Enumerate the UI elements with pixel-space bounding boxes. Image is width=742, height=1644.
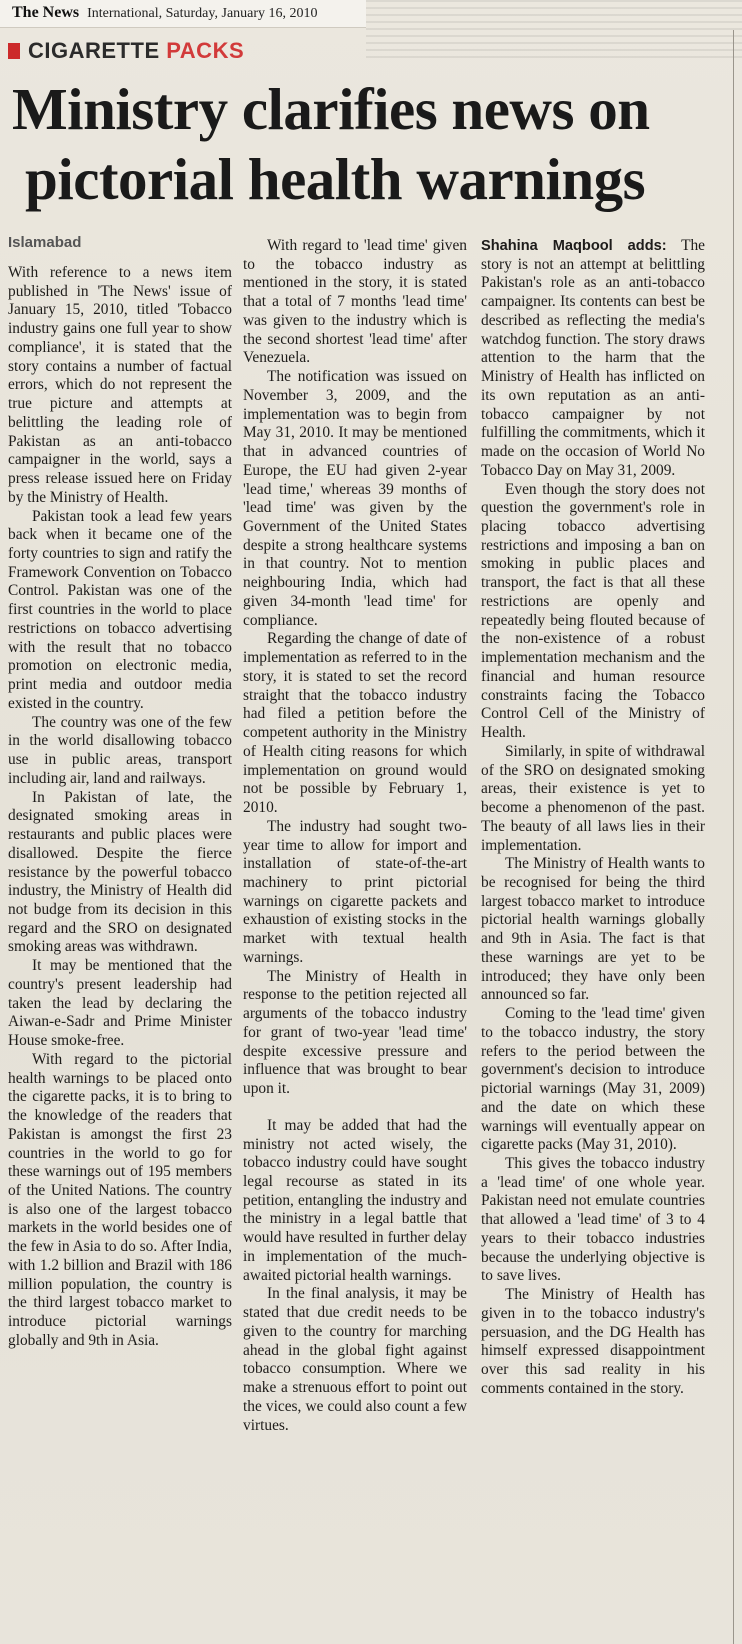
paragraph: Pakistan took a lead few years back when it became one of the forty countries to sign and ratify the Framework Convention on Tobacco Control. Pakistan was one of the first countries in the world to place restrictions on tobacco advertising with the result that no tobacco promotion on electronic media, print media and outdoor media existed in the country. xyxy=(8,507,232,712)
paragraph: The country was one of the few in the world disallowing tobacco use in public areas, transport including air, land and railways. xyxy=(8,713,232,787)
column-rule xyxy=(733,30,734,1644)
paragraph xyxy=(481,237,705,481)
section-kicker xyxy=(8,38,244,64)
paragraph: The Ministry of Health in response to the petition rejected all arguments of the tobacco industry for grant of two-year 'lead time' despite excessive pressure and influence that was brought to bear upon it. xyxy=(243,967,467,1098)
paragraph: The Ministry of Health wants to be recognised for being the third largest tobacco market to introduce pictorial health warnings globally and 9th in Asia. The fact is that these warnings are yet to be introduced; they have only been announced so far. xyxy=(481,855,705,1004)
adjacent-clipping-bleed xyxy=(366,0,742,60)
article-column-3 xyxy=(481,237,705,1399)
paragraph: Even though the story does not question the government's role in placing tobacco advertising restrictions and imposing a ban on smoking in public places and transport, the fact is that all these restrictions are openly and repeatedly being flouted because of the non-existence of a robust implementation mechanism and the financial and human resource constraints facing the Tobacco Control Cell of the Ministry of Health. xyxy=(481,480,705,742)
paragraph: With regard to 'lead time' given to the tobacco industry as mentioned in the story, it is stated that a total of 7 months 'lead time' was given to the industry which is the second shortest 'lead time' after Venezuela. xyxy=(243,237,467,367)
red-square-icon xyxy=(8,43,20,59)
byline: Shahina Maqbool adds: xyxy=(481,238,667,254)
paragraph: It may be added that had the ministry not acted wisely, the tobacco industry could have sought legal recourse as stated in its petition, entangling the industry and the ministry in a legal battle that would have resulted in further delay in implementation of the much-awaited pictorial health warnings. xyxy=(243,1116,467,1284)
paragraph: Coming to the 'lead time' given to the tobacco industry, the story refers to the period between the government's decision to introduce pictorial warnings (May 31, 2009) and the date on which these warnings will eventually appear on cigarette packs (May 31, 2010). xyxy=(481,1005,705,1154)
paragraph: Regarding the change of date of implementation as referred to in the story, it is stated to set the record straight that the tobacco industry had filed a petition before the competent authority in the Ministry of Health citing reasons for which implementation on ground would not be possible by February 1, 2010. xyxy=(243,630,467,817)
paragraph: In the final analysis, it may be stated that due credit needs to be given to the country for marching ahead in the global fight against tobacco consumption. Where we make a strenuous effort to point out the vices, we could also count a few virtues. xyxy=(243,1285,467,1434)
paragraph: Similarly, in spite of withdrawal of the SRO on designated smoking areas, their existence is yet to become a phenomenon of the past. The beauty of all laws lies in their implementation. xyxy=(481,742,705,854)
headline xyxy=(12,74,732,214)
paragraph: It may be mentioned that the country's present leadership had taken the lead by declaring the Aiwan-e-Sadr and Prime Minister House smoke-free. xyxy=(8,957,232,1050)
headline-line-1: Ministry clarifies news on xyxy=(12,76,650,142)
masthead xyxy=(0,0,366,28)
paragraph: With reference to a news item published in 'The News' issue of January 15, 2010, titled 'Tobacco industry gains one full year to show compliance', it is stated that the story contains a number of factual errors, which do not represent the true picture and attempts at belittling the leading role of Pakistan as an anti-tobacco campaigner in the world, says a press release issued here on Friday by the Ministry of Health. xyxy=(8,264,232,506)
kicker-word-1: CIGARETTE xyxy=(28,38,160,63)
edition-dateline: International, Saturday, January 16, 2010 xyxy=(87,6,318,21)
paragraph: The notification was issued on November 3, 2009, and the implementation was to begin from May 31, 2010. It may be mentioned that in advanced countries of Europe, the EU had given 2-year 'lead time,' whereas 39 months of 'lead time' was given by the Government of the United States despite a strong healthcare systems in that country. Not to mention neighbouring India, which had given 34-month 'lead time' for compliance. xyxy=(243,368,467,629)
article-column-2 xyxy=(243,237,467,1435)
paragraph: This gives the tobacco industry a 'lead time' of one whole year. Pakistan need not emulate countries that allowed a 'lead time' of 3 to 4 years to their tobacco industries because the underlying objective is to save lives. xyxy=(481,1154,705,1285)
byline-lead-text: The story is not an attempt at belittling Pakistan's role as an anti-tobacco campaigner. Its contents can best be described as reflecting the media's watchdog function. The story draws attention to the harm that the Ministry of Health has inflicted on its own reputation as an anti-tobacco campaigner by not fulfilling the commitments, which it made on the occasion of World No Tobacco Day on May 31, 2009. xyxy=(481,237,705,479)
paragraph: The industry had sought two-year time to allow for import and installation of state-of-the-art machinery to print pictorial warnings on cigarette packets and exhaustion of existing stocks in the market with textual health warnings. xyxy=(243,817,467,966)
article-column-1 xyxy=(8,264,232,1351)
newspaper-name: The News xyxy=(12,4,80,21)
dateline-city: Islamabad xyxy=(8,234,82,251)
paragraph: The Ministry of Health has given in to the tobacco industry's persuasion, and the DG Health has himself expressed disappointment over this sad reality in his comments contained in the story. xyxy=(481,1286,705,1397)
paragraph: In Pakistan of late, the designated smoking areas in restaurants and public places were disallowed. Despite the fierce resistance by the powerful tobacco industry, the Ministry of Health did not budge from its decision in this regard and the SRO on designated smoking areas was withdrawn. xyxy=(8,788,232,956)
headline-line-2: pictorial health warnings xyxy=(25,146,646,212)
kicker-word-2: PACKS xyxy=(166,38,245,63)
paragraph: With regard to the pictorial health warnings to be placed onto the cigarette packs, it is to bring to the knowledge of the readers that Pakistan is amongst the first 23 countries in the world to go for these warnings out of 195 members of the United Nations. The country is also one of the largest tobacco markets in the world besides one of the few in Asia to do so. After India, with 1.2 billion and Brazil with 186 million population, the country is the third largest tobacco market to introduce pictorial warnings globally and 9th in Asia. xyxy=(8,1050,232,1349)
